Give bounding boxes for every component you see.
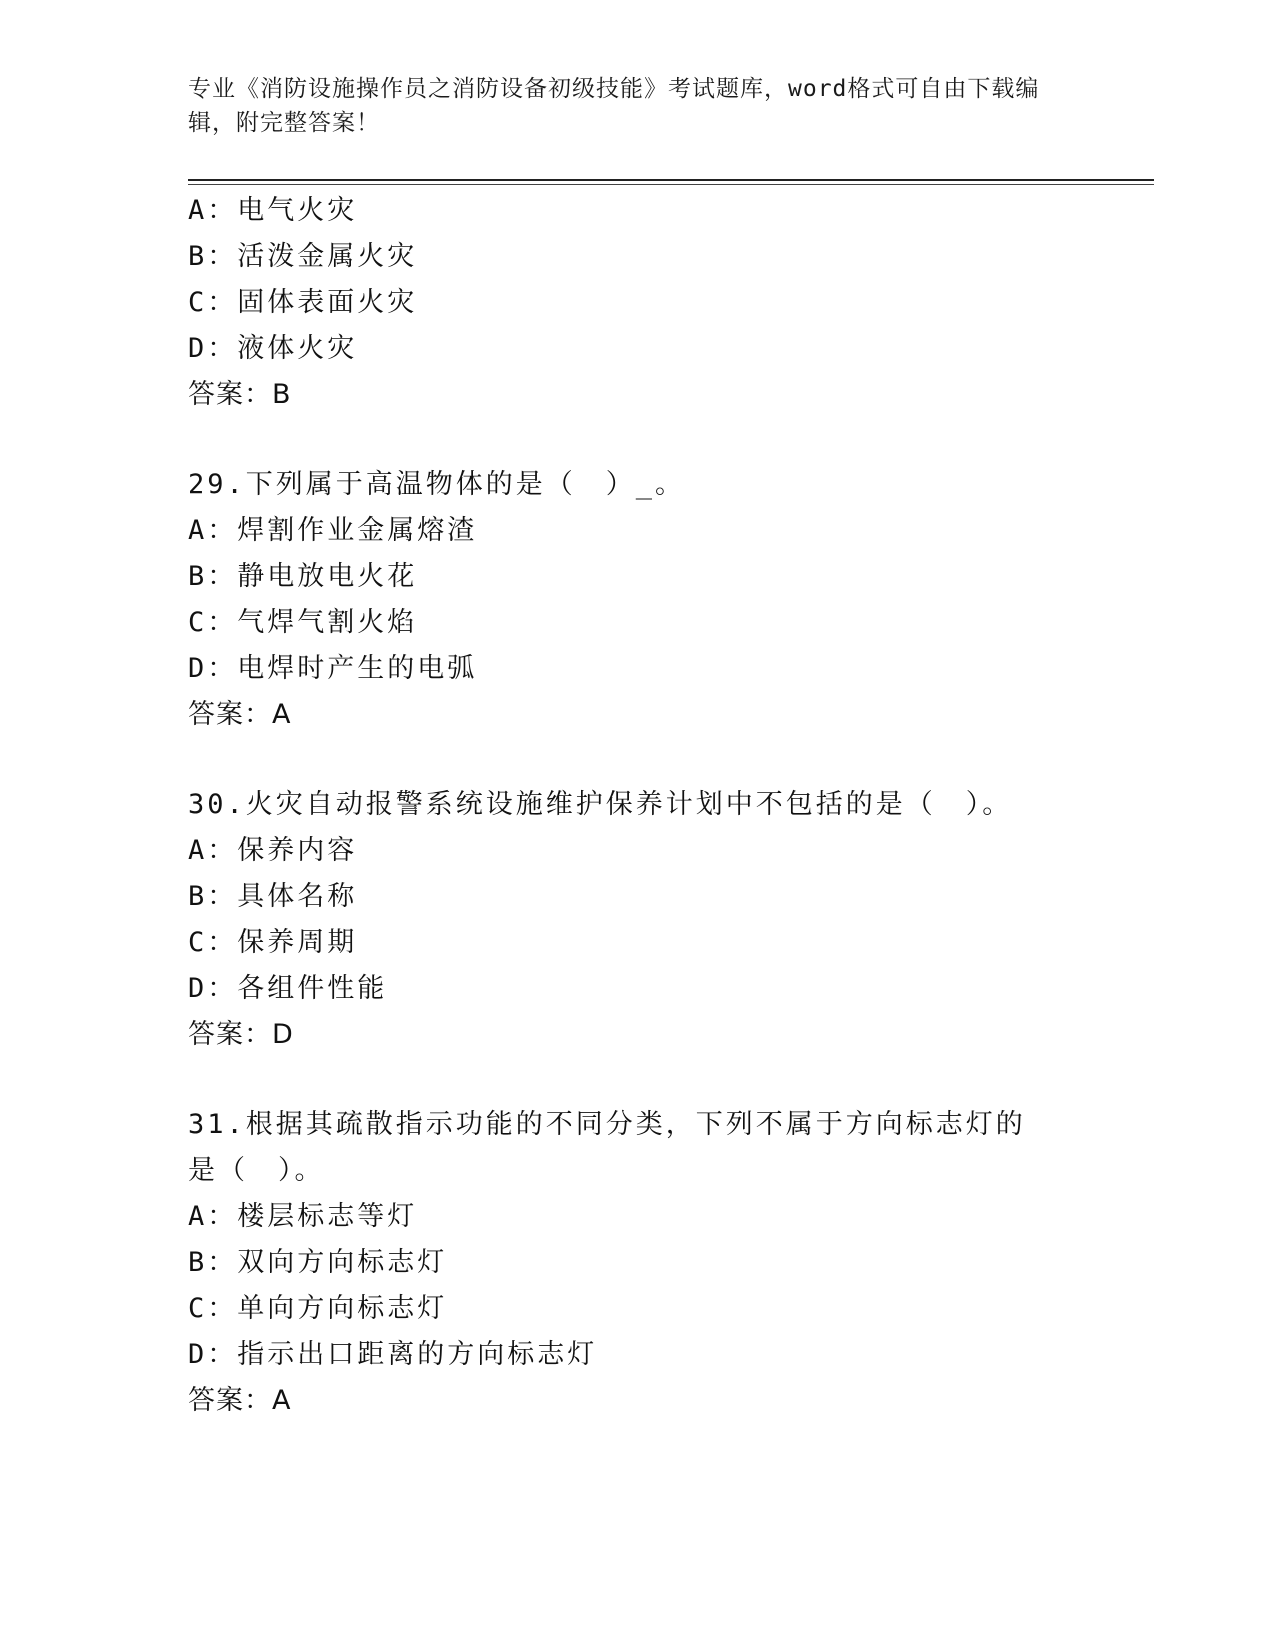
spacer	[188, 738, 1088, 782]
spacer	[188, 418, 1088, 462]
option-c: C：单向方向标志灯	[188, 1293, 448, 1324]
option-d: D：指示出口距离的方向标志灯	[188, 1339, 598, 1370]
question-list	[188, 188, 1088, 1424]
option-a: A：电气火灾	[188, 195, 358, 226]
option-c: C：固体表面火灾	[188, 287, 418, 318]
option-a: A：楼层标志等灯	[188, 1201, 418, 1232]
option-b: B：具体名称	[188, 881, 358, 912]
option-d: D：电焊时产生的电弧	[188, 653, 478, 684]
answer: 答案：A	[188, 1385, 292, 1416]
question-stem: 31.根据其疏散指示功能的不同分类，下列不属于方向标志灯的是（ ）。	[188, 1109, 1026, 1186]
header-rule-thick	[188, 179, 1154, 181]
question-block-prev	[188, 188, 1088, 418]
question-block-31	[188, 1102, 1088, 1424]
page-header: 专业《消防设施操作员之消防设备初级技能》考试题库，word格式可自由下载编辑，附完整答案！	[188, 76, 1040, 136]
option-c: C：保养周期	[188, 927, 358, 958]
answer: 答案：B	[188, 379, 292, 410]
question-stem: 30.火灾自动报警系统设施维护保养计划中不包括的是（ ）。	[188, 789, 1013, 820]
option-a: A：焊割作业金属熔渣	[188, 515, 478, 546]
spacer	[188, 1058, 1088, 1102]
option-b: B：双向方向标志灯	[188, 1247, 448, 1278]
answer: 答案：A	[188, 699, 292, 730]
question-block-30	[188, 782, 1088, 1058]
header-rule-thin	[188, 184, 1154, 185]
option-b: B：静电放电火花	[188, 561, 418, 592]
option-d: D：液体火灾	[188, 333, 358, 364]
question-stem: 29.下列属于高温物体的是（ ）_。	[188, 469, 686, 500]
option-c: C：气焊气割火焰	[188, 607, 418, 638]
option-d: D：各组件性能	[188, 973, 388, 1004]
answer: 答案：D	[188, 1019, 294, 1050]
option-b: B：活泼金属火灾	[188, 241, 418, 272]
option-a: A：保养内容	[188, 835, 358, 866]
question-block-29	[188, 462, 1088, 738]
